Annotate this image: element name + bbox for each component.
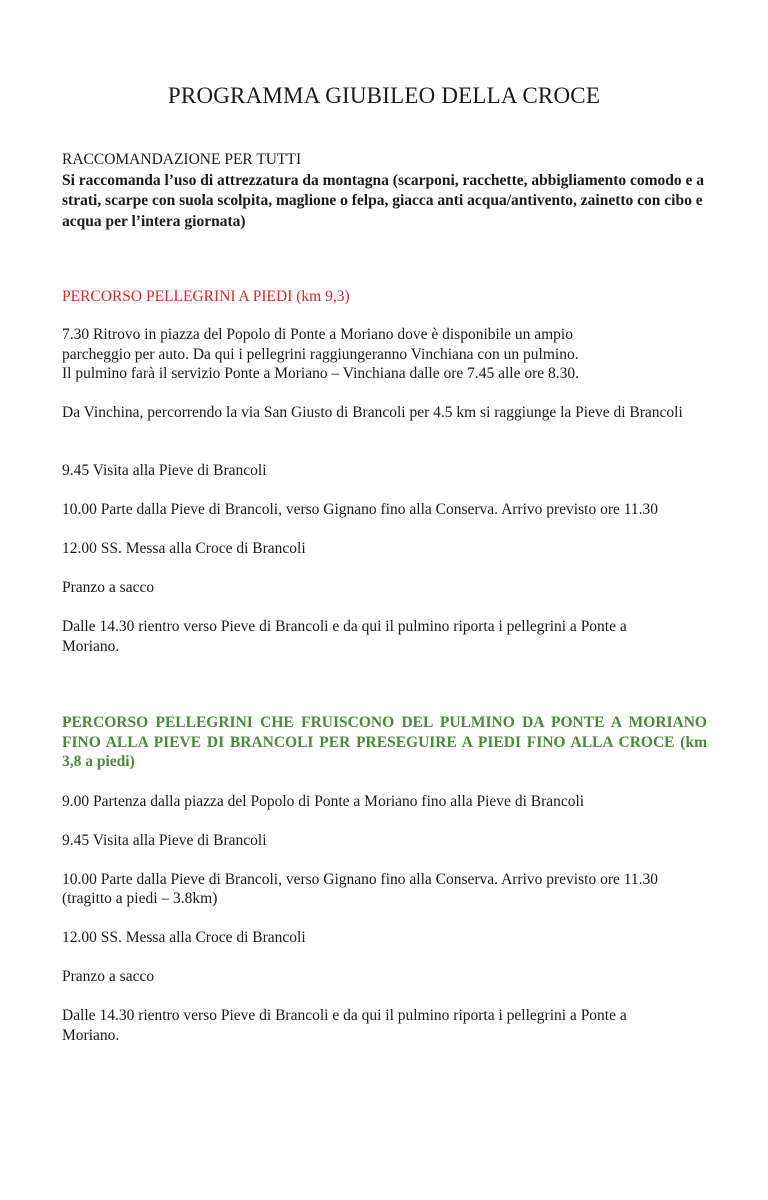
section2-paragraph-return: Dalle 14.30 rientro verso Pieve di Brancoli e da qui il pulmino riporta i pellegrini a Ponte a Moriano. <box>62 1007 627 1044</box>
section1-paragraph-route: Da Vinchina, percorrendo la via San Giusto di Brancoli per 4.5 km si raggiunge la Pieve di Brancoli <box>62 404 683 421</box>
section1-paragraph-visit: 9.45 Visita alla Pieve di Brancoli <box>62 462 267 479</box>
recommendation-body: Si raccomanda l’uso di attrezzatura da montagna (scarponi, racchette, abbigliamento comodo e a strati, scarpe con suola scolpita, maglione o felpa, giacca anti acqua/antivento, zainetto con cibo e acqua per l’intera giornata) <box>62 171 705 230</box>
section2-paragraph-walk-line2: (tragitto a piedi – 3.8km) <box>62 890 218 907</box>
section1-paragraph-mass: 12.00 SS. Messa alla Croce di Brancoli <box>62 540 306 557</box>
section1-paragraph-return: Dalle 14.30 rientro verso Pieve di Brancoli e da qui il pulmino riporta i pellegrini a Ponte a Moriano. <box>62 618 627 655</box>
section2-paragraph-lunch: Pranzo a sacco <box>62 968 155 985</box>
section2-paragraph-departure: 9.00 Partenza dalla piazza del Popolo di Ponte a Moriano fino alla Pieve di Brancoli <box>62 793 585 810</box>
section1-paragraph-meeting-line2: parcheggio per auto. Da qui i pellegrini raggiungeranno Vinchiana con un pulmino. <box>62 346 579 363</box>
recommendation-heading: RACCOMANDAZIONE PER TUTTI <box>62 151 302 168</box>
recommendation-block <box>62 150 712 232</box>
section2-paragraph-walk-line1: 10.00 Parte dalla Pieve di Brancoli, verso Gignano fino alla Conserva. Arrivo previsto ore 11.30 <box>62 871 659 888</box>
section1-paragraph-lunch: Pranzo a sacco <box>62 579 155 596</box>
section2-paragraph-mass: 12.00 SS. Messa alla Croce di Brancoli <box>62 929 306 946</box>
section1-paragraph-departure: 10.00 Parte dalla Pieve di Brancoli, verso Gignano fino alla Conserva. Arrivo previsto ore 11.30 <box>62 501 659 518</box>
section2-paragraph-visit: 9.45 Visita alla Pieve di Brancoli <box>62 832 267 849</box>
section2-title: PERCORSO PELLEGRINI CHE FRUISCONO DEL PULMINO DA PONTE A MORIANO FINO ALLA PIEVE DI BRANCOLI PER PRESEGUIRE A PIEDI FINO ALLA CROCE (km 3,8 a piedi) <box>62 714 707 770</box>
document-title: PROGRAMMA GIUBILEO DELLA CROCE <box>167 83 601 108</box>
section1-paragraph-meeting-line1: 7.30 Ritrovo in piazza del Popolo di Ponte a Moriano dove è disponibile un ampio <box>62 326 573 343</box>
section1-title: PERCORSO PELLEGRINI A PIEDI (km 9,3) <box>62 288 350 305</box>
section1-paragraph-meeting-line3: Il pulmino farà il servizio Ponte a Moriano – Vinchiana dalle ore 7.45 alle ore 8.30. <box>62 365 580 382</box>
